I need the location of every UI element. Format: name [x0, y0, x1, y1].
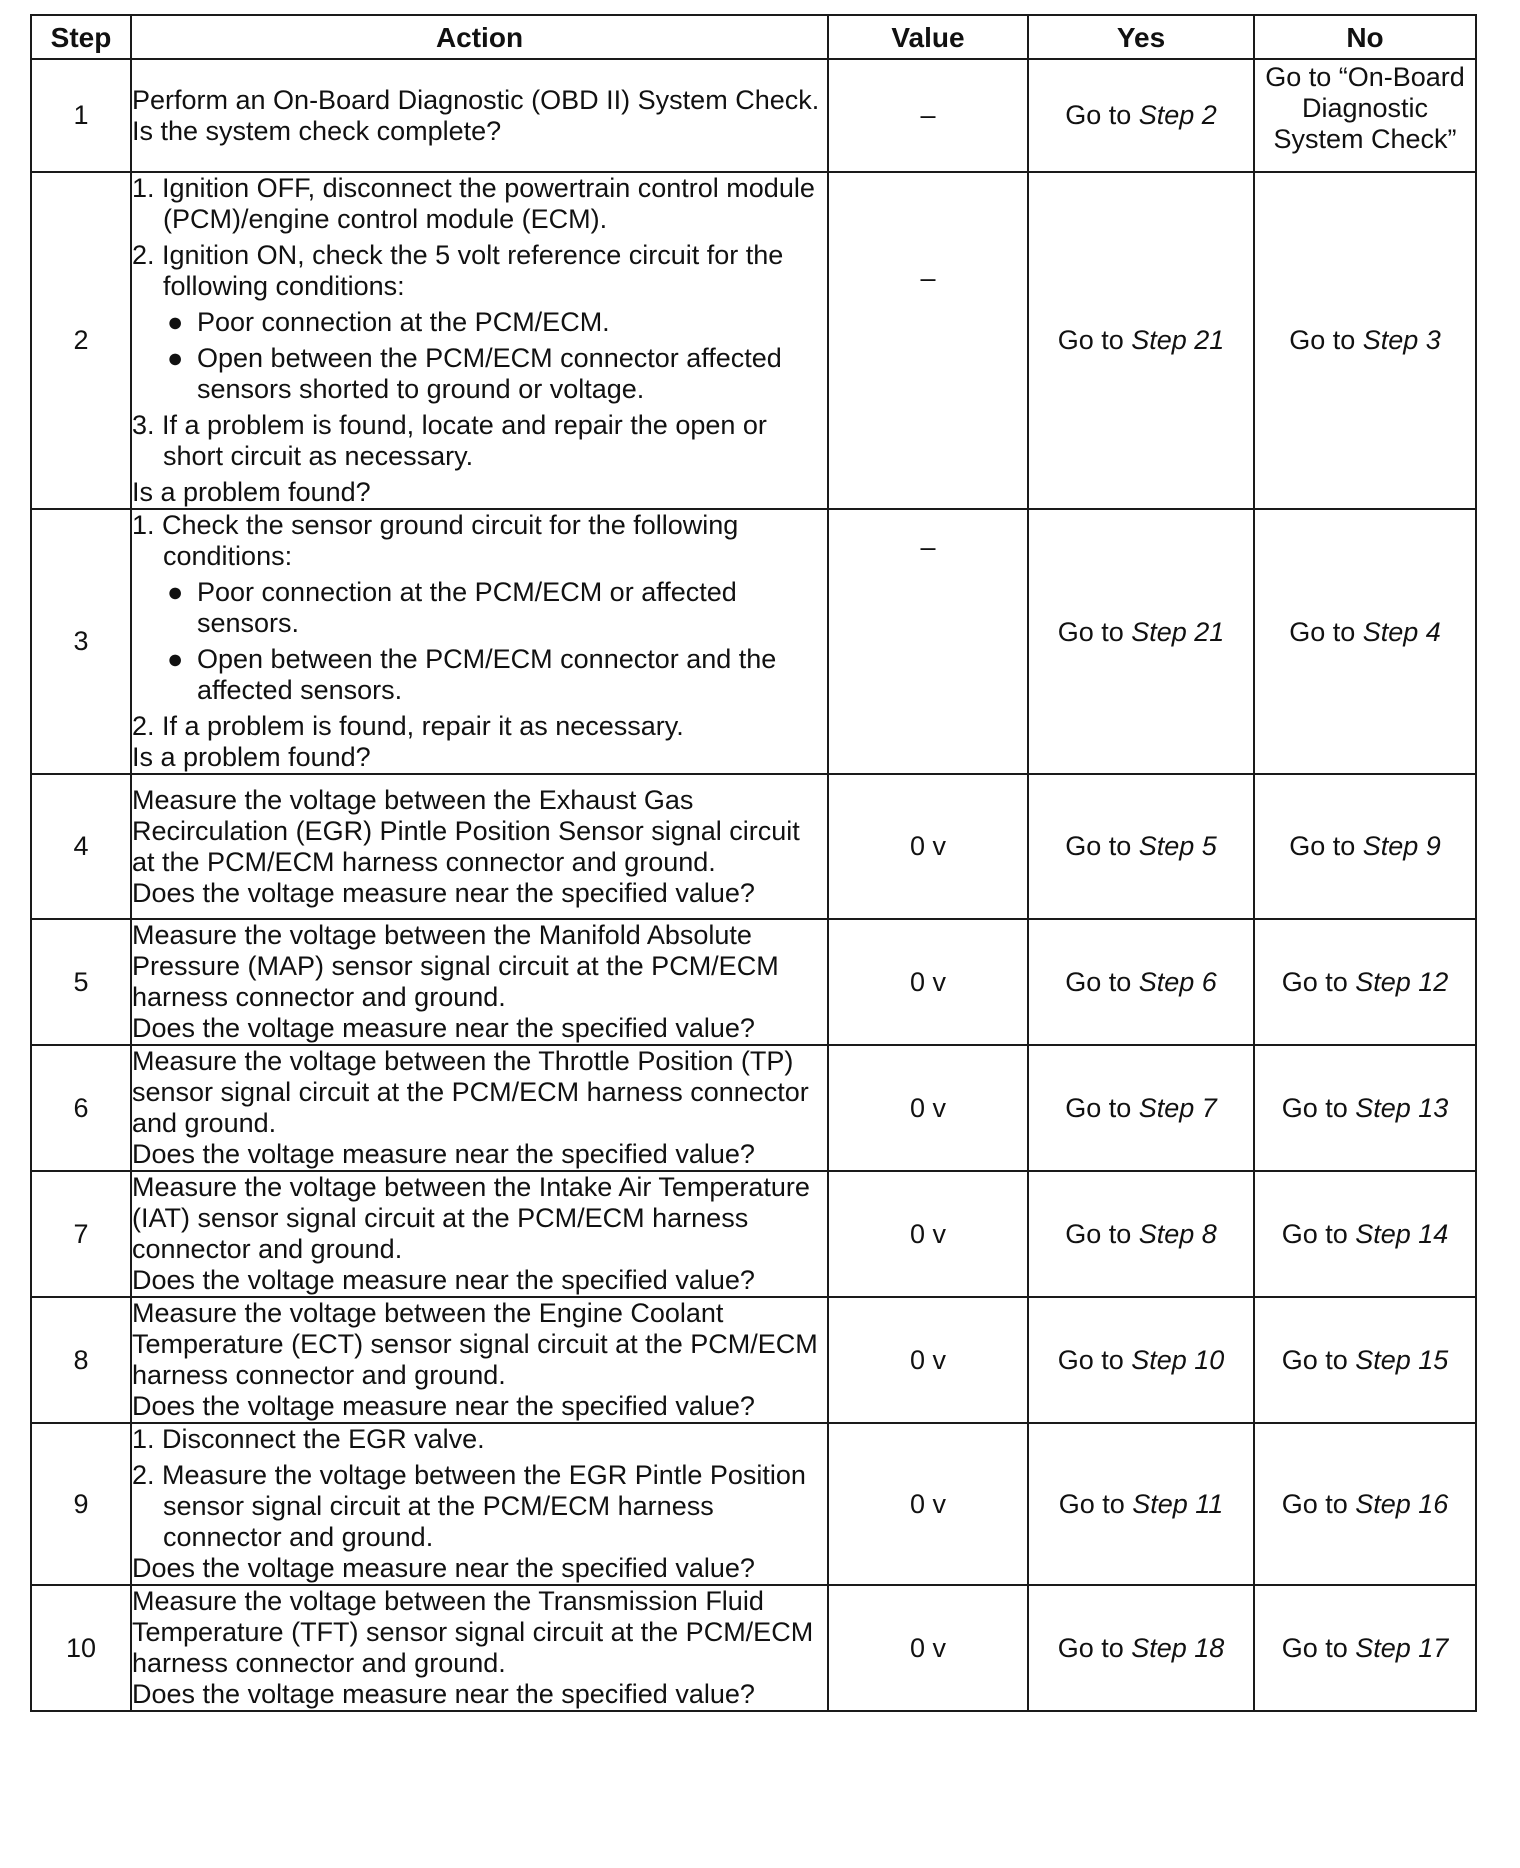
bullet-item: ● Open between the PCM/ECM connector affected sensors shorted to ground or voltage.: [167, 343, 782, 404]
bullet-item: ● Poor connection at the PCM/ECM or affected sensors.: [167, 577, 737, 638]
action-question: Is a problem found?: [132, 477, 371, 507]
diagnostic-table-container: [30, 14, 1475, 1712]
action-text: Measure the voltage between the Intake Air Temperature (IAT) sensor signal circuit at the PCM/ECM harness connector and ground.: [132, 1172, 810, 1264]
value-cell: 0 v: [828, 774, 1028, 919]
bullet-icon: ●: [167, 343, 184, 373]
action-cell: [131, 919, 828, 1045]
numbered-item: 1. Check the sensor ground circuit for the following conditions:: [132, 510, 739, 571]
no-cell[interactable]: Go to Step 17: [1254, 1585, 1476, 1711]
no-step-link[interactable]: Step 3: [1362, 325, 1441, 355]
action-text: Measure the voltage between the Engine Coolant Temperature (ECT) sensor signal circuit at the PCM/ECM harness connector and ground.: [132, 1298, 818, 1390]
numbered-item: 2. Measure the voltage between the EGR Pintle Position sensor signal circuit at the PCM/ECM harness connector and ground.: [132, 1460, 806, 1552]
value-cell: –: [828, 172, 1028, 509]
yes-cell[interactable]: Go to Step 10: [1028, 1297, 1254, 1423]
step-number: 6: [31, 1045, 131, 1171]
no-link[interactable]: Go to “On-Board Diagnostic System Check”: [1265, 62, 1465, 154]
action-cell: [131, 1423, 828, 1585]
no-cell[interactable]: Go to Step 3: [1254, 172, 1476, 509]
header-action: Action: [131, 15, 828, 59]
yes-cell[interactable]: Go to Step 7: [1028, 1045, 1254, 1171]
value-cell: 0 v: [828, 1171, 1028, 1297]
yes-step-link[interactable]: Step 10: [1131, 1344, 1225, 1375]
step-number: 1: [31, 59, 131, 172]
header-no: No: [1254, 15, 1476, 59]
no-cell[interactable]: Go to Step 9: [1254, 774, 1476, 919]
numbered-item: 1. Disconnect the EGR valve.: [132, 1424, 485, 1454]
numbered-item: 3. If a problem is found, locate and repair the open or short circuit as necessary.: [132, 410, 767, 471]
yes-step-link[interactable]: Step 21: [1131, 617, 1225, 647]
no-step-link[interactable]: Step 14: [1355, 1218, 1449, 1249]
yes-step-link[interactable]: Step 5: [1138, 831, 1217, 861]
yes-cell[interactable]: Go to Step 11: [1028, 1423, 1254, 1585]
header-row: [31, 15, 1476, 59]
yes-step-link[interactable]: Step 7: [1138, 1092, 1217, 1123]
no-cell[interactable]: Go to Step 16: [1254, 1423, 1476, 1585]
action-cell: [131, 509, 828, 774]
action-question: Does the voltage measure near the specified value?: [132, 1265, 755, 1295]
table-row: [31, 1171, 1476, 1297]
yes-cell[interactable]: Go to Step 18: [1028, 1585, 1254, 1711]
value-cell: –: [828, 59, 1028, 172]
yes-step-link[interactable]: Step 21: [1131, 325, 1225, 355]
no-step-link[interactable]: Step 16: [1355, 1488, 1449, 1519]
header-step: Step: [31, 15, 131, 59]
step-number: 2: [31, 172, 131, 509]
bullet-icon: ●: [167, 577, 184, 607]
numbered-item: 2. Ignition ON, check the 5 volt reference circuit for the following conditions:: [132, 240, 784, 301]
table-row: [31, 1585, 1476, 1711]
no-cell[interactable]: Go to Step 14: [1254, 1171, 1476, 1297]
no-step-link[interactable]: Step 9: [1362, 831, 1441, 861]
table-row: [31, 1045, 1476, 1171]
yes-step-link[interactable]: Step 18: [1131, 1632, 1225, 1663]
action-cell: [131, 59, 828, 172]
action-cell: [131, 1045, 828, 1171]
action-text: Measure the voltage between the Transmission Fluid Temperature (TFT) sensor signal circuit at the PCM/ECM harness connector and ground.: [132, 1586, 814, 1678]
value-cell: 0 v: [828, 1297, 1028, 1423]
header-value: Value: [828, 15, 1028, 59]
action-question: Does the voltage measure near the specified value?: [132, 1391, 755, 1421]
action-text: Measure the voltage between the Manifold Absolute Pressure (MAP) sensor signal circuit at the PCM/ECM harness connector and ground.: [132, 920, 779, 1012]
action-cell: [131, 1585, 828, 1711]
action-cell: [131, 1297, 828, 1423]
table-row: [31, 774, 1476, 919]
yes-cell[interactable]: Go to Step 21: [1028, 509, 1254, 774]
action-text: Measure the voltage between the Throttle Position (TP) sensor signal circuit at the PCM/ECM harness connector and ground.: [132, 1046, 809, 1138]
value-cell: –: [828, 509, 1028, 774]
no-step-link[interactable]: Step 13: [1355, 1092, 1449, 1123]
action-text: Measure the voltage between the Exhaust Gas Recirculation (EGR) Pintle Position Sensor signal circuit at the PCM/ECM harness connector and ground.: [132, 784, 800, 877]
action-question: Is a problem found?: [132, 742, 371, 772]
yes-cell[interactable]: Go to Step 5: [1028, 774, 1254, 919]
no-step-link[interactable]: Step 12: [1355, 966, 1449, 997]
action-question: Does the voltage measure near the specified value?: [132, 1139, 755, 1169]
bullet-icon: ●: [167, 307, 184, 337]
action-cell: [131, 1171, 828, 1297]
bullet-item: ● Open between the PCM/ECM connector and the affected sensors.: [167, 644, 777, 705]
yes-cell[interactable]: Go to Step 8: [1028, 1171, 1254, 1297]
value-cell: 0 v: [828, 1585, 1028, 1711]
yes-step-link[interactable]: Step 11: [1132, 1488, 1224, 1519]
action-cell: [131, 774, 828, 919]
action-text: Perform an On-Board Diagnostic (OBD II) System Check.: [132, 84, 820, 115]
diagnostic-table: [30, 14, 1477, 1712]
no-cell[interactable]: [1254, 59, 1476, 172]
bullet-item: ● Poor connection at the PCM/ECM.: [167, 307, 610, 337]
action-cell: [131, 172, 828, 509]
yes-step-link[interactable]: Step 6: [1138, 966, 1217, 997]
header-yes: Yes: [1028, 15, 1254, 59]
table-row: [31, 509, 1476, 774]
no-step-link[interactable]: Step 4: [1362, 617, 1441, 647]
value-cell: 0 v: [828, 919, 1028, 1045]
step-number: 5: [31, 919, 131, 1045]
no-cell[interactable]: Go to Step 12: [1254, 919, 1476, 1045]
action-question: Does the voltage measure near the specified value?: [132, 1553, 755, 1583]
no-cell[interactable]: Go to Step 13: [1254, 1045, 1476, 1171]
yes-cell[interactable]: Go to Step 2: [1028, 59, 1254, 172]
action-question: Does the voltage measure near the specified value?: [132, 877, 755, 908]
numbered-item: 2. If a problem is found, repair it as necessary.: [132, 711, 684, 741]
table-row: [31, 1423, 1476, 1585]
step-number: 3: [31, 509, 131, 774]
bullet-icon: ●: [167, 644, 184, 674]
yes-cell[interactable]: Go to Step 21: [1028, 172, 1254, 509]
table-row: [31, 919, 1476, 1045]
action-question: Does the voltage measure near the specified value?: [132, 1013, 755, 1043]
step-number: 4: [31, 774, 131, 919]
yes-step-link[interactable]: Step 8: [1138, 1218, 1217, 1249]
step-number: 9: [31, 1423, 131, 1585]
no-step-link[interactable]: Step 15: [1355, 1344, 1449, 1375]
step-number: 8: [31, 1297, 131, 1423]
value-cell: 0 v: [828, 1045, 1028, 1171]
action-question: Does the voltage measure near the specified value?: [132, 1679, 755, 1709]
step-number: 7: [31, 1171, 131, 1297]
action-question: Is the system check complete?: [132, 115, 502, 146]
numbered-item: 1. Ignition OFF, disconnect the powertrain control module (PCM)/engine control module (ECM).: [132, 173, 815, 234]
yes-cell[interactable]: Go to Step 6: [1028, 919, 1254, 1045]
table-row: [31, 1297, 1476, 1423]
table-row: [31, 59, 1476, 172]
no-cell[interactable]: Go to Step 15: [1254, 1297, 1476, 1423]
yes-step-link[interactable]: Step 2: [1138, 100, 1217, 130]
value-cell: 0 v: [828, 1423, 1028, 1585]
no-step-link[interactable]: Step 17: [1355, 1632, 1449, 1663]
step-number: 10: [31, 1585, 131, 1711]
table-row: [31, 172, 1476, 509]
no-cell[interactable]: Go to Step 4: [1254, 509, 1476, 774]
